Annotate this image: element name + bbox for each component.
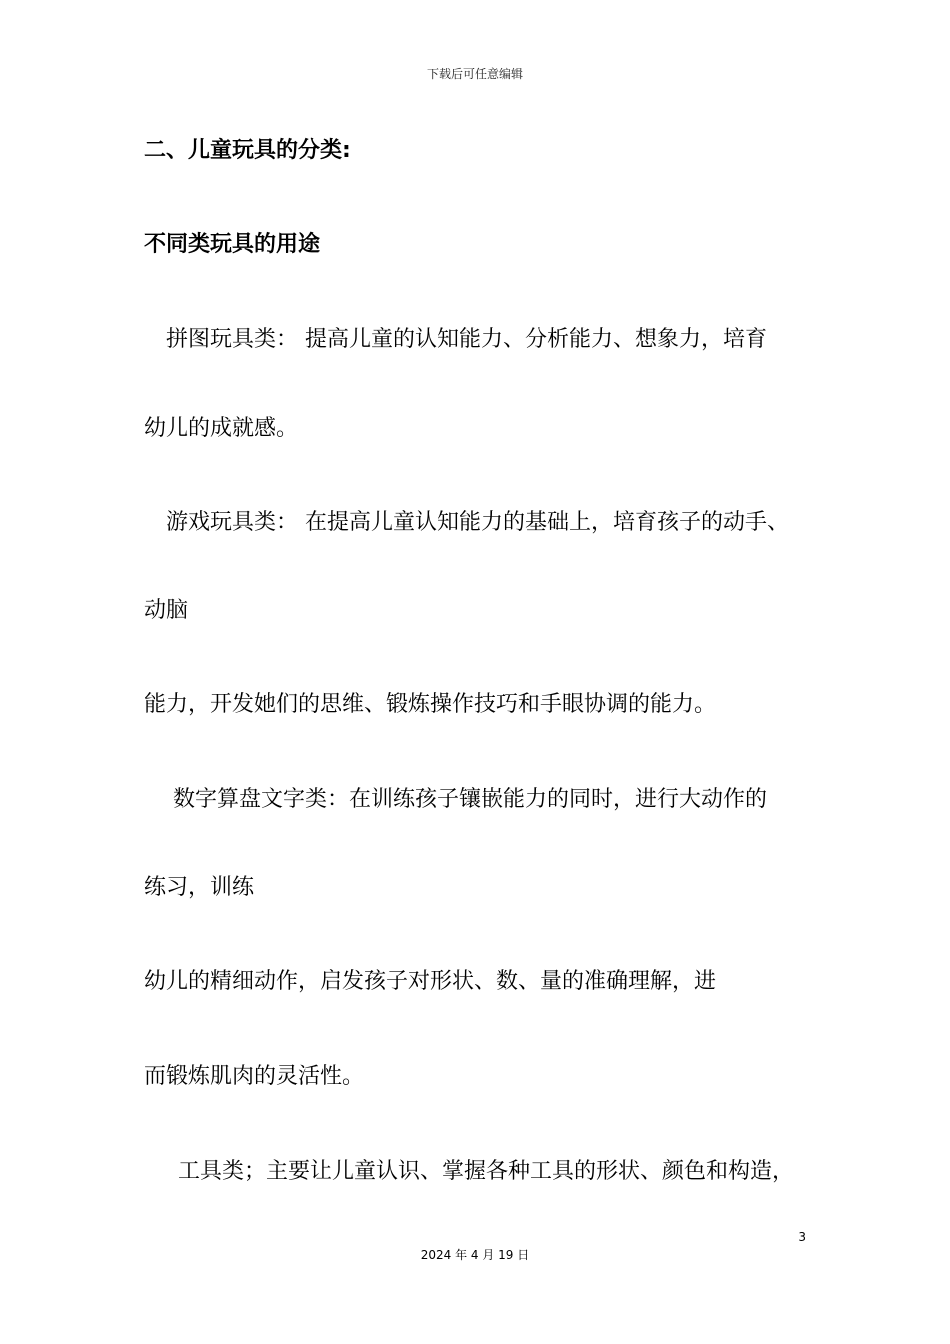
paragraph-line-abacus-1: 数字算盘文字类：在训练孩子镶嵌能力的同时，进行大动作的 [173, 787, 768, 812]
paragraph-line-game-2: 动脑 [144, 598, 189, 623]
paragraph-line-abacus-4: 而锻炼肌肉的灵活性。 [144, 1064, 365, 1089]
paragraph-line-game-1: 游戏玩具类： 在提高儿童认知能力的基础上，培育孩子的动手、 [166, 510, 789, 535]
paragraph-line-puzzle-2: 幼儿的成就感。 [144, 416, 299, 441]
paragraph-line-game-3: 能力，开发她们的思维、锻炼操作技巧和手眼协调的能力。 [144, 692, 717, 717]
footer-date: 2024 年 4 月 19 日 [420, 1248, 530, 1262]
paragraph-line-abacus-3: 幼儿的精细动作，启发孩子对形状、数、量的准确理解，进 [144, 969, 717, 994]
paragraph-line-puzzle-1: 拼图玩具类： 提高儿童的认知能力、分析能力、想象力，培育 [166, 327, 767, 352]
paragraph-line-tools-1: 工具类；主要让儿童认识、掌握各种工具的形状、颜色和构造， [178, 1159, 795, 1184]
paragraph-line-abacus-2: 练习，训练 [144, 875, 255, 900]
page-header: 下载后可任意编辑 [426, 67, 523, 81]
subsection-title: 不同类玩具的用途 [144, 232, 321, 257]
page-number: 3 [798, 1230, 806, 1244]
section-title: 二、儿童玩具的分类: [144, 138, 351, 163]
